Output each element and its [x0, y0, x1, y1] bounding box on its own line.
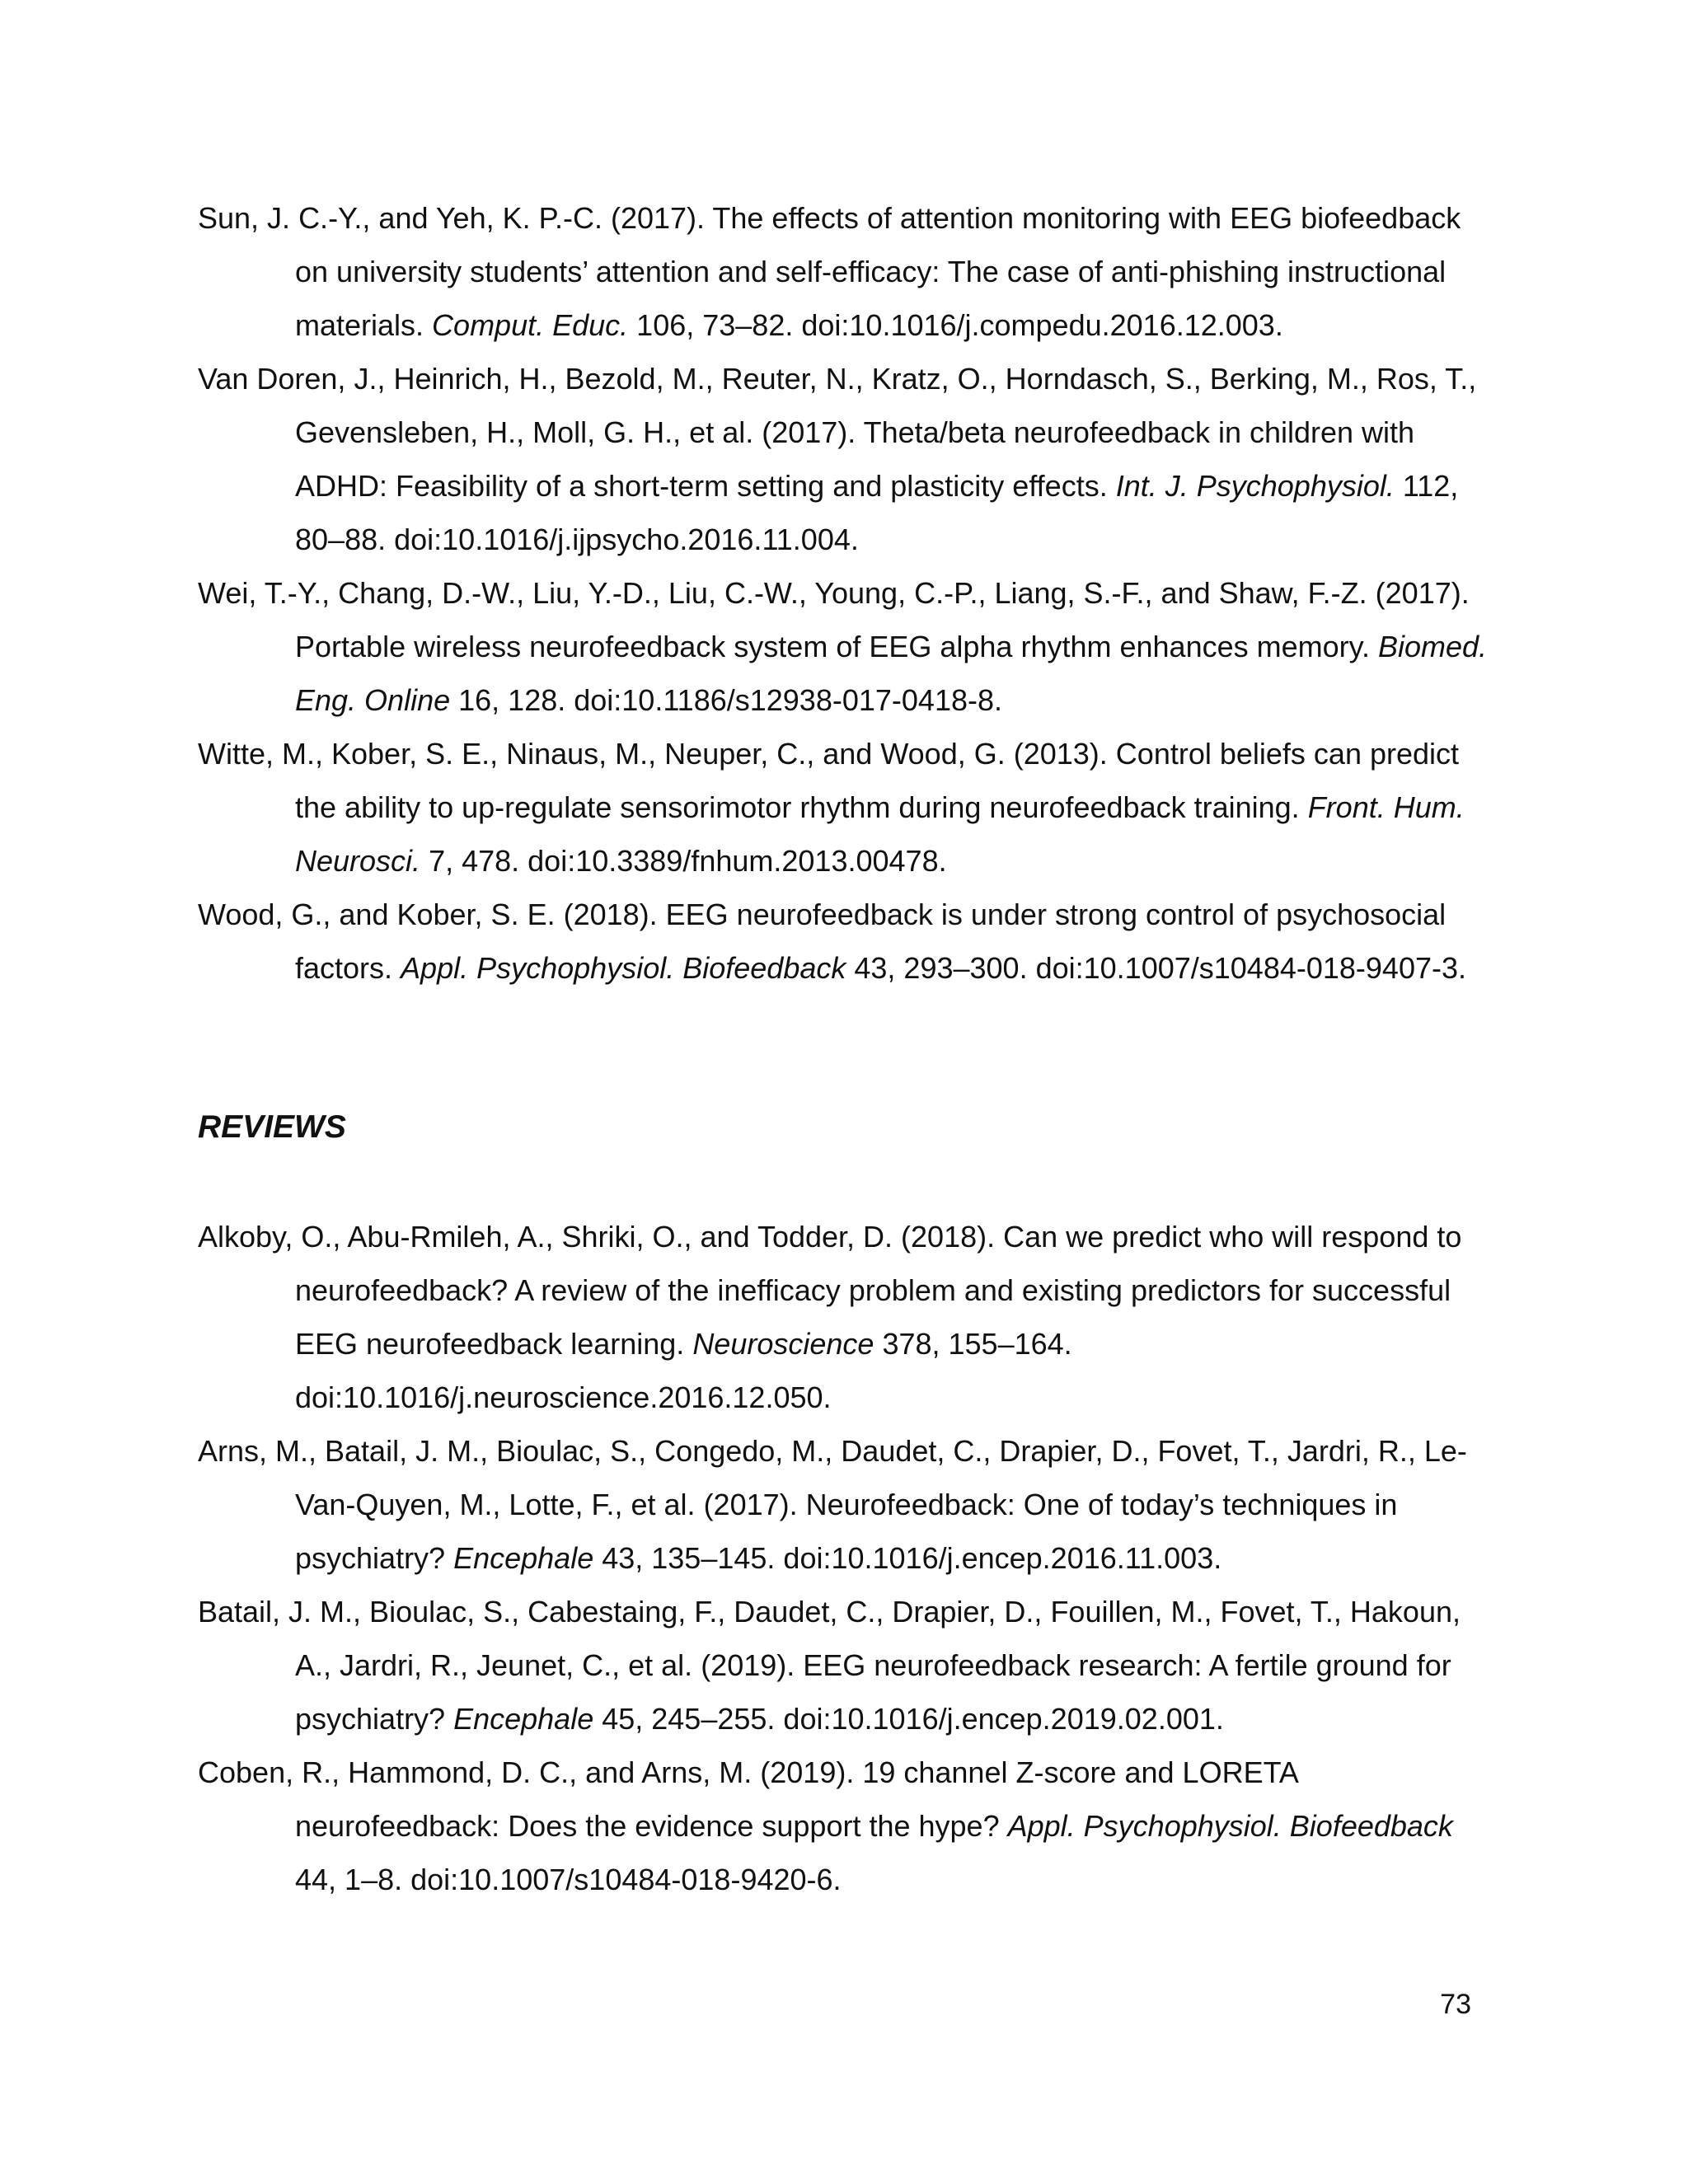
journal-title: Neuroscience: [692, 1327, 874, 1361]
journal-title: Int. J. Psychophysiol.: [1115, 469, 1395, 503]
journal-title: Encephale: [453, 1541, 594, 1575]
reference-entry: Wood, G., and Kober, S. E. (2018). EEG neurofeedback is under strong control of psychosocial factors. Appl. Psychophysiol. Biofeedback 43, 293–300. doi:10.1007/s10484-018-9407-3.: [198, 898, 1466, 985]
reference-entry: Alkoby, O., Abu-Rmileh, A., Shriki, O., and Todder, D. (2018). Can we predict who will respond to neurofeedback? A review of the inefficacy problem and existing predictors for successful EEG neurofeedback learning. Neuroscience 378, 155–164. doi:10.1016/j.neuroscience.2016.12.050.: [198, 1220, 1462, 1414]
section-heading-reviews: REVIEWS: [198, 1109, 346, 1145]
journal-title: Front. Hum. Neurosci.: [295, 790, 1465, 878]
reference-list-top: [198, 191, 1500, 995]
reference-list-reviews: [198, 1210, 1500, 1906]
reference-entry: Wei, T.-Y., Chang, D.-W., Liu, Y.-D., Liu, C.-W., Young, C.-P., Liang, S.-F., and Shaw, F.-Z. (2017). Portable wireless neurofeedback system of EEG alpha rhythm enhances memory. Biomed. Eng. Online 16, 128. doi:10.1186/s12938-017-0418-8.: [198, 576, 1488, 717]
reference-entry: Arns, M., Batail, J. M., Bioulac, S., Congedo, M., Daudet, C., Drapier, D., Fovet, T., Jardri, R., Le-Van-Quyen, M., Lotte, F., et al. (2017). Neurofeedback: One of today’s techniques in psychiatry? Encephale 43, 135–145. doi:10.1016/j.encep.2016.11.003.: [198, 1434, 1467, 1575]
journal-title: Appl. Psychophysiol. Biofeedback: [1007, 1809, 1453, 1843]
journal-title: Comput. Educ.: [432, 308, 629, 342]
reference-entry: Witte, M., Kober, S. E., Ninaus, M., Neuper, C., and Wood, G. (2013). Control beliefs can predict the ability to up-regulate sensorimotor rhythm during neurofeedback training. Front. Hum. Neurosci. 7, 478. doi:10.3389/fnhum.2013.00478.: [198, 737, 1465, 878]
journal-title: Appl. Psychophysiol. Biofeedback: [401, 951, 846, 985]
reference-entry: Sun, J. C.-Y., and Yeh, K. P.-C. (2017). The effects of attention monitoring with EEG biofeedback on university students’ attention and self-efficacy: The case of anti-phishing instructional materials. Comput. Educ. 106, 73–82. doi:10.1016/j.compedu.2016.12.003.: [198, 201, 1461, 342]
reference-entry: Van Doren, J., Heinrich, H., Bezold, M., Reuter, N., Kratz, O., Horndasch, S., Berking, M., Ros, T., Gevensleben, H., Moll, G. H., et al. (2017). Theta/beta neurofeedback in children with ADHD: Feasibility of a short-term setting and plasticity effects. Int. J. Psychophysiol. 112, 80–88. doi:10.1016/j.ijpsycho.2016.11.004.: [198, 362, 1477, 556]
journal-title: Encephale: [453, 1702, 594, 1736]
page-number: 73: [1440, 1989, 1471, 2020]
journal-title: Biomed. Eng. Online: [295, 630, 1488, 717]
reference-entry: Coben, R., Hammond, D. C., and Arns, M. (2019). 19 channel Z-score and LORETA neurofeedback: Does the evidence support the hype? Appl. Psychophysiol. Biofeedback 44, 1–8. doi:10.1007/s10484-018-9420-6.: [198, 1755, 1453, 1896]
reference-entry: Batail, J. M., Bioulac, S., Cabestaing, F., Daudet, C., Drapier, D., Fouillen, M., Fovet, T., Hakoun, A., Jardri, R., Jeunet, C., et al. (2019). EEG neurofeedback research: A fertile ground for psychiatry? Encephale 45, 245–255. doi:10.1016/j.encep.2019.02.001.: [198, 1595, 1461, 1736]
